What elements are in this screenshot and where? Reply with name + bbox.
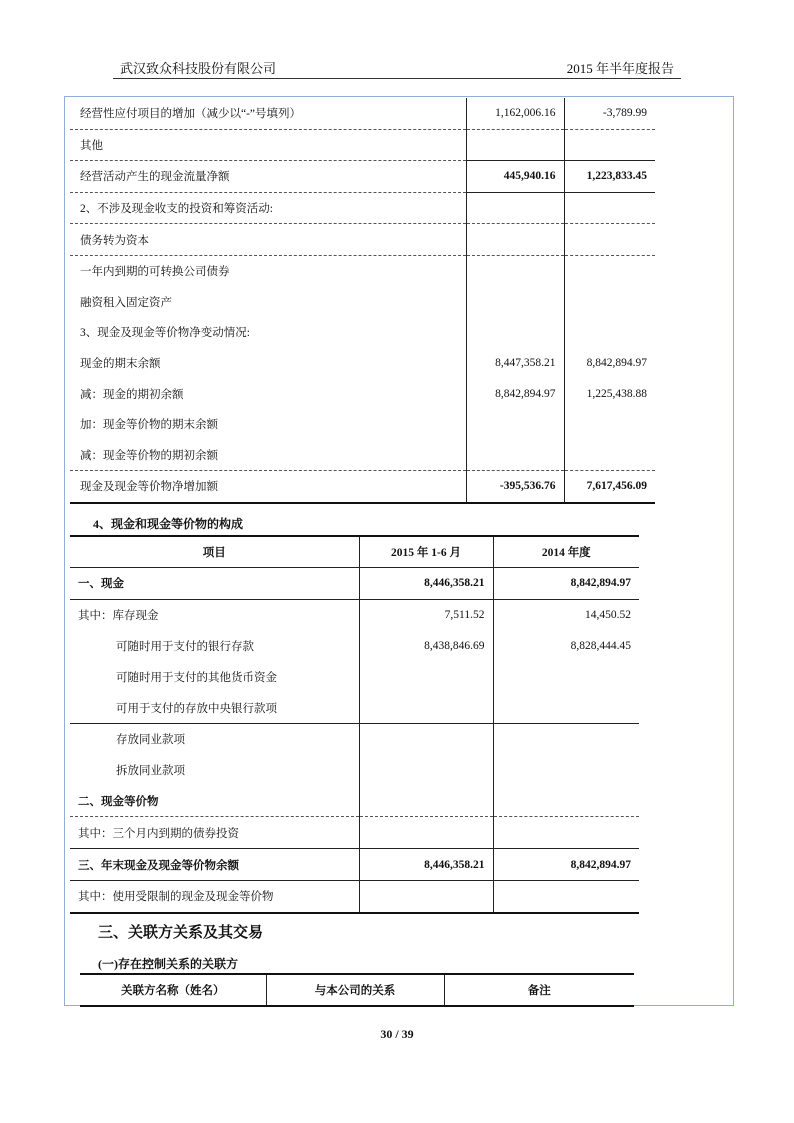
row-label: 可用于支付的存放中央银行款项	[70, 692, 359, 723]
value-cell	[493, 755, 639, 786]
value-cell	[466, 287, 564, 318]
row-label: 债务转为资本	[70, 224, 466, 256]
table-row	[70, 378, 655, 409]
table-row	[70, 631, 639, 662]
row-label: 一年内到期的可转换公司债券	[80, 266, 230, 279]
value-cell: 1,225,438.88	[564, 378, 655, 409]
value-cell	[359, 786, 493, 817]
value-cell: 8,842,894.97	[466, 378, 564, 409]
value-cell: 8,842,894.97	[493, 849, 639, 881]
table-row	[70, 317, 655, 348]
value-cell	[564, 255, 655, 286]
table-row	[70, 440, 655, 471]
value-cell	[359, 755, 493, 786]
row-label: 现金的期末余额	[80, 358, 161, 371]
row-label: 其他	[70, 129, 466, 161]
value-cell	[359, 817, 493, 849]
value-cell: 8,446,358.21	[359, 849, 493, 881]
value-cell	[359, 723, 493, 754]
value-cell	[359, 661, 493, 692]
row-label: 加：现金等价物的期末余额	[80, 419, 218, 432]
table-row	[70, 409, 655, 440]
table-row	[70, 755, 639, 786]
column-header: 与本公司的关系	[266, 974, 444, 1006]
value-cell: 8,438,846.69	[359, 631, 493, 662]
column-header: 2015 年 1-6 月	[359, 536, 493, 568]
table-row	[70, 471, 655, 503]
table-row	[70, 161, 655, 193]
value-cell: 8,828,444.45	[493, 631, 639, 662]
report-title: 2015 年半年度报告	[566, 61, 674, 76]
column-header: 2014 年度	[493, 536, 639, 568]
row-label: 经营性应付项目的增加（减少以“-”号填列）	[70, 98, 466, 129]
related-party-table	[80, 973, 634, 1007]
table-row	[70, 255, 655, 286]
cash-equivalents-table	[70, 535, 639, 914]
value-cell: 7,617,456.09	[564, 471, 655, 503]
table-header-row	[70, 536, 639, 568]
value-cell	[359, 880, 493, 912]
value-cell	[493, 880, 639, 912]
value-cell: 7,511.52	[359, 599, 493, 630]
row-label: 一、现金	[70, 568, 359, 600]
value-cell	[564, 440, 655, 471]
value-cell	[466, 129, 564, 161]
row-label: 3、现金及现金等价物净变动情况:	[80, 327, 250, 340]
row-label: 减：现金等价物的期初余额	[70, 440, 466, 471]
table-row	[70, 348, 655, 379]
value-cell	[564, 287, 655, 318]
value-cell: -395,536.76	[466, 471, 564, 503]
value-cell	[564, 409, 655, 440]
value-cell	[359, 692, 493, 723]
column-header: 项目	[70, 536, 359, 568]
value-cell	[466, 255, 564, 286]
value-cell	[466, 192, 564, 224]
value-cell: 1,223,833.45	[564, 161, 655, 193]
section-heading: 三、关联方关系及其交易	[98, 925, 264, 941]
page-number: 30 / 39	[380, 1027, 414, 1041]
row-label: 可随时用于支付的其他货币资金	[116, 671, 277, 684]
value-cell	[564, 224, 655, 256]
value-cell	[493, 723, 639, 754]
header-divider	[113, 78, 681, 79]
value-cell	[493, 661, 639, 692]
table-row	[70, 287, 655, 318]
row-label: 减：现金的期初余额	[80, 388, 184, 401]
value-cell: 8,842,894.97	[493, 568, 639, 600]
value-cell: -3,789.99	[564, 98, 655, 129]
table-header-row	[80, 974, 634, 1006]
value-cell	[493, 786, 639, 817]
table-row	[70, 786, 639, 817]
value-cell	[564, 129, 655, 161]
row-label: 融资租入固定资产	[80, 296, 172, 309]
company-name: 武汉致众科技股份有限公司	[120, 61, 277, 76]
table-row	[70, 692, 639, 723]
value-cell: 445,940.16	[466, 161, 564, 193]
table-row	[70, 129, 655, 161]
table-row	[70, 224, 655, 256]
value-cell: 1,162,006.16	[466, 98, 564, 129]
value-cell: 8,446,358.21	[359, 568, 493, 600]
table-row	[70, 817, 639, 849]
column-header: 关联方名称（姓名）	[121, 985, 225, 997]
row-label: 二、现金等价物	[70, 786, 359, 817]
table-row	[70, 849, 639, 881]
table-row	[70, 98, 655, 129]
cashflow-supplement-table	[70, 98, 655, 504]
value-cell	[466, 409, 564, 440]
value-cell	[466, 440, 564, 471]
table-row	[70, 880, 639, 912]
row-label: 其中：使用受限制的现金及现金等价物	[78, 891, 274, 904]
value-cell	[466, 224, 564, 256]
row-label: 2、不涉及现金收支的投资和筹资活动:	[70, 192, 466, 224]
value-cell	[466, 317, 564, 348]
value-cell: 8,842,894.97	[564, 348, 655, 379]
value-cell	[564, 192, 655, 224]
row-label: 经营活动产生的现金流量净额	[70, 161, 466, 193]
value-cell: 8,447,358.21	[466, 348, 564, 379]
row-label: 其中：库存现金	[78, 610, 159, 623]
section-heading: 4、现金和现金等价物的构成	[93, 517, 244, 531]
table-row	[70, 192, 655, 224]
row-label: 可随时用于支付的银行存款	[116, 640, 254, 653]
table-row	[70, 723, 639, 754]
table-row	[70, 599, 639, 630]
table-row	[70, 568, 639, 600]
value-cell: 14,450.52	[493, 599, 639, 630]
row-label: 现金及现金等价物净增加额	[70, 471, 466, 503]
value-cell	[493, 692, 639, 723]
row-label: 其中：三个月内到期的债券投资	[70, 817, 359, 849]
table-row	[70, 661, 639, 692]
value-cell	[493, 817, 639, 849]
subsection-heading: (一)存在控制关系的关联方	[98, 957, 238, 971]
row-label: 存放同业款项	[116, 734, 185, 747]
value-cell	[564, 317, 655, 348]
column-header: 备注	[444, 974, 634, 1006]
row-label: 三、年末现金及现金等价物余额	[70, 849, 359, 881]
row-label: 拆放同业款项	[116, 765, 185, 778]
